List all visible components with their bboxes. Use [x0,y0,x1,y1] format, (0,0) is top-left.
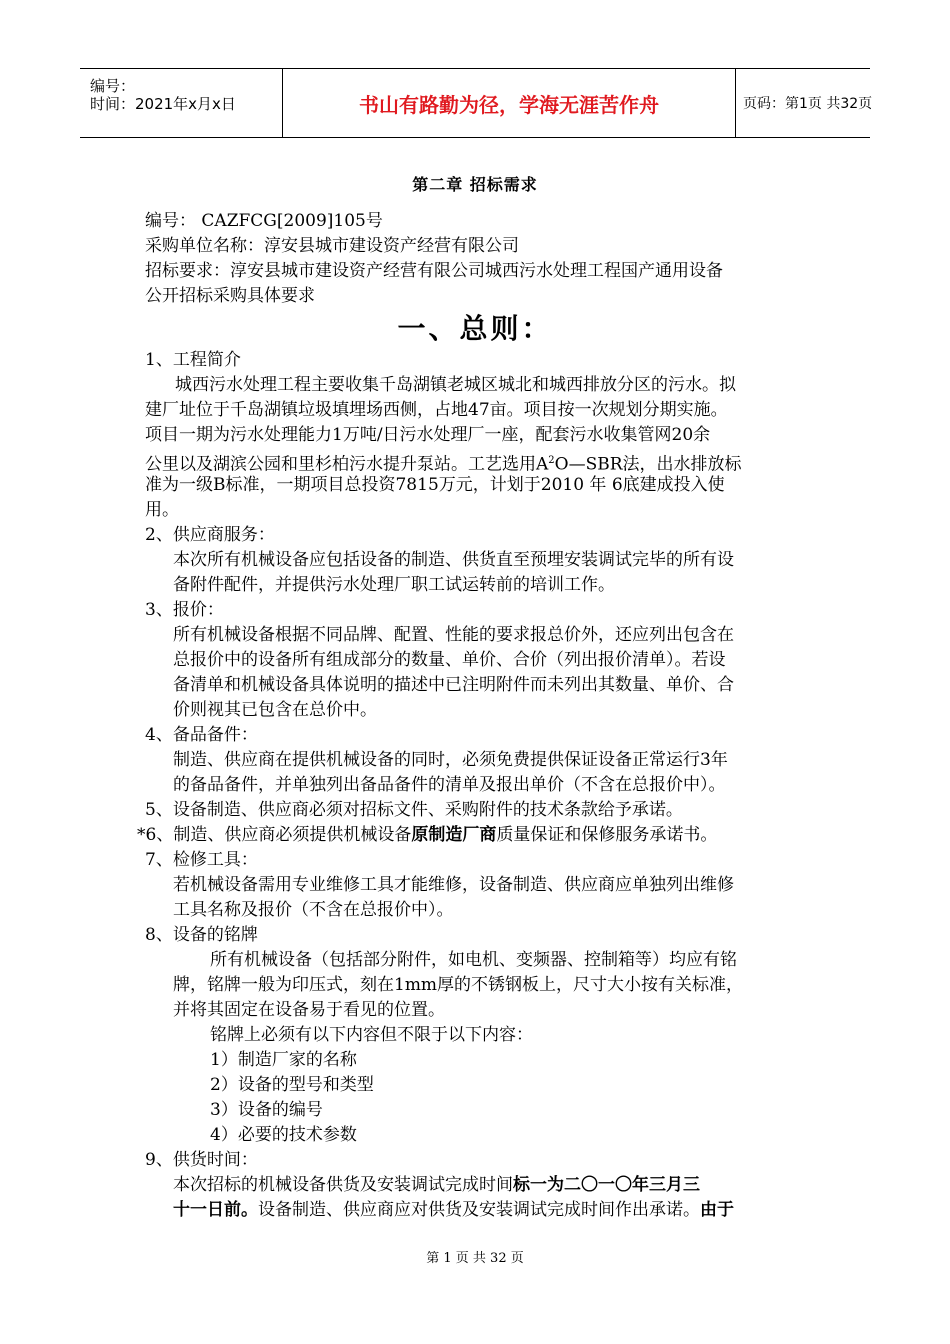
s9-line2 [173,1198,734,1223]
s8-item-4: 4）必要的技术参数 [210,1125,357,1145]
s6-line [137,823,717,848]
s8-heading: 8、设备的铭牌 [145,925,258,945]
s7-heading: 7、检修工具： [145,850,258,870]
s9-line2-bold-end: 由于 [700,1200,734,1220]
s1-heading: 1、工程简介 [145,350,241,370]
s7-line1: 若机械设备需用专业维修工具才能维修，设备制造、供应商应单独列出维修 [173,875,734,895]
s1-line3: 项目一期为污水处理能力1万吨/日污水处理厂一座，配套污水收集管网20余 [145,425,711,445]
s2-line2: 备附件配件，并提供污水处理厂职工试运转前的培训工作。 [173,575,615,595]
page-footer: 第 1 页 共 32 页 [426,1251,524,1266]
s7-line2: 工具名称及报价（不含在总报价中）。 [173,900,454,920]
s1-line5: 准为一级B标准，一期项目总投资7815万元，计划于2010 年 6底建成投入使 [145,475,725,495]
tender-requirement-line2: 公开招标采购具体要求 [145,286,315,306]
s6-part-c: 质量保证和保修服务承诺书。 [496,825,718,845]
s1-line1: 城西污水处理工程主要收集千岛湖镇老城区城北和城西排放分区的污水。拟 [175,375,736,395]
s3-line3: 备清单和机械设备具体说明的描述中已注明附件而未列出其数量、单价、合 [173,675,734,695]
s5-heading: 5、设备制造、供应商必须对招标文件、采购附件的技术条款给予承诺。 [145,800,683,820]
header-left-cell [80,69,282,137]
s8-item-1: 1）制造厂家的名称 [210,1050,357,1070]
s1-line6: 用。 [145,500,179,520]
s4-line1: 制造、供应商在提供机械设备的同时，必须免费提供保证设备正常运行3年 [173,750,728,770]
s9-line1-a: 本次招标的机械设备供货及安装调试完成时间 [173,1175,513,1195]
s8-item-3: 3）设备的编号 [210,1100,323,1120]
header-motto-cell [282,69,736,137]
s2-heading: 2、供应商服务： [145,525,275,545]
tender-number: 编号： CAZFCG[2009]105号 [145,211,383,231]
s9-line2-b: 设备制造、供应商应对供货及安装调试完成时间作出承诺。 [258,1200,700,1220]
header-motto: 书山有路勤为径，学海无涯苦作舟 [359,92,659,117]
s6-bold-manufacturer: 原制造厂商 [411,825,497,845]
s4-line2: 的备品备件，并单独列出备品备件的清单及报出单价（不含在总报价中）。 [173,775,726,795]
s9-heading: 9、供货时间： [145,1150,258,1170]
s3-line2: 总报价中的设备所有组成部分的数量、单价、合价（列出报价清单）。若设 [173,650,726,670]
tender-requirement-line1: 招标要求：淳安县城市建设资产经营有限公司城西污水处理工程国产通用设备 [145,261,723,281]
doc-time-label: 时间：2021年x月x日 [90,95,236,113]
s9-line1 [173,1173,700,1198]
chapter-title: 第二章 招标需求 [412,175,538,194]
s8-line4: 铭牌上必须有以下内容但不限于以下内容： [210,1025,533,1045]
s6-part-a: *6、制造、供应商必须提供机械设备 [137,825,412,845]
s4-heading: 4、备品备件： [145,725,258,745]
s9-line1-bold: 标一为二〇一〇年三月三 [513,1175,700,1195]
s3-line1: 所有机械设备根据不同品牌、配置、性能的要求报总价外，还应列出包含在 [173,625,734,645]
s1-line4-b: O—SBR法，出水排放标 [554,454,742,475]
doc-number-label: 编号： [90,77,136,95]
s1-line4-a: 公里以及湖滨公园和里杉柏污水提升泵站。工艺选用A [145,454,549,475]
header-page-info: 页码：第1页 共32页 [743,96,873,112]
s8-line2: 牌，铭牌一般为印压式，刻在1mm厚的不锈钢板上，尺寸大小按有关标准， [173,975,744,995]
buyer-name: 采购单位名称：淳安县城市建设资产经营有限公司 [145,236,519,256]
s1-line2: 建厂址位于千岛湖镇垃圾填埋场西侧，占地47亩。项目按一次规划分期实施。 [145,400,728,420]
section-title: 一、总则： [397,312,553,345]
s2-line1: 本次所有机械设备应包括设备的制造、供货直至预埋安装调试完毕的所有设 [173,550,734,570]
s8-line1: 所有机械设备（包括部分附件，如电机、变频器、控制箱等）均应有铭 [210,950,737,970]
s9-line2-bold: 十一日前。 [173,1200,258,1220]
s1-line4-sup: 2 [548,455,555,466]
s8-item-2: 2）设备的型号和类型 [210,1075,374,1095]
header-page-cell [735,69,873,137]
s8-line3: 并将其固定在设备易于看见的位置。 [173,1000,445,1020]
page-header [80,68,873,138]
s3-line4: 价则视其已包含在总价中。 [173,700,377,720]
s3-heading: 3、报价： [145,600,224,620]
